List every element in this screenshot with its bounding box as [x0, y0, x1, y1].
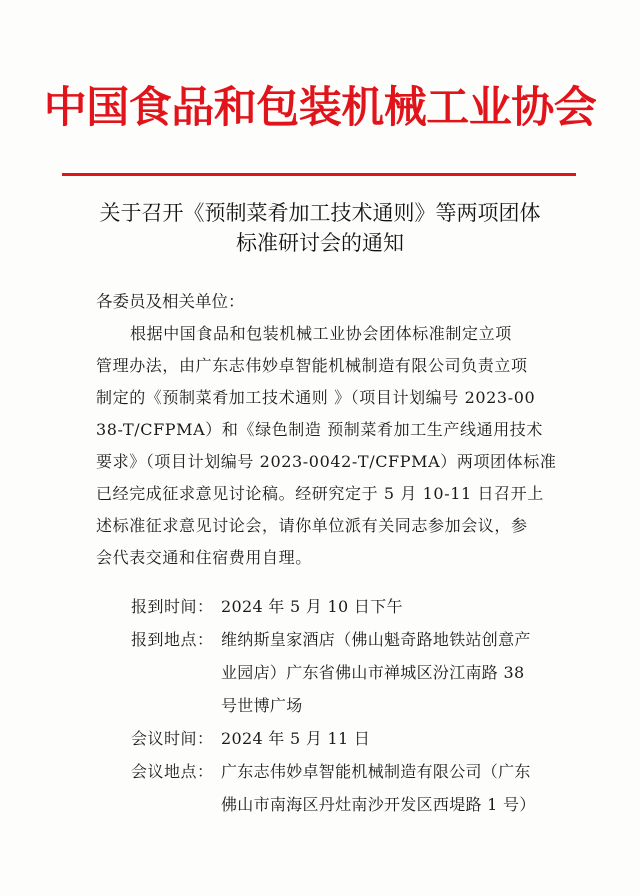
- body-line: 管理办法，由广东志伟妙卓智能机械制造有限公司负责立项: [96, 356, 528, 375]
- detail-value-line: 2024 年 5 月 11 日: [221, 729, 371, 748]
- detail-value-line: 业园店）广东省佛山市禅城区汾江南路 38: [221, 663, 525, 682]
- notice-title-line: 标准研讨会的通知: [236, 231, 404, 255]
- detail-row-meeting-location: [131, 755, 591, 821]
- notice-title-line: 关于召开《预制菜肴加工技术通则》等两项团体: [99, 201, 541, 225]
- detail-value: [221, 722, 601, 755]
- detail-row-checkin-location: [131, 623, 591, 722]
- detail-label: 报到时间：: [131, 597, 214, 616]
- detail-row-meeting-time: [131, 722, 591, 755]
- body-line: 要求》（项目计划编号 2023-0042-T/CFPMA）两项团体标准: [96, 452, 557, 471]
- body-line: 已经完成征求意见讨论稿。经研究定于 5 月 10-11 日召开上: [96, 484, 544, 503]
- detail-value: [221, 623, 601, 722]
- salutation: 各委员及相关单位：: [96, 292, 245, 311]
- meeting-details: [131, 590, 591, 821]
- detail-label: 报到地点：: [131, 630, 214, 649]
- detail-value-line: 广东志伟妙卓智能机械制造有限公司（广东: [221, 762, 531, 781]
- notice-title: [60, 198, 580, 258]
- notice-body: [96, 318, 576, 574]
- body-line: 制定的《预制菜肴加工技术通则 》（项目计划编号 2023-00: [96, 388, 536, 407]
- body-line: 述标准征求意见讨论会，请你单位派有关同志参加会议，参: [96, 516, 528, 535]
- body-line: 根据中国食品和包装机械工业协会团体标准制定立项: [130, 324, 512, 343]
- detail-row-checkin-time: [131, 590, 591, 623]
- body-line: 38-T/CFPMA）和《绿色制造 预制菜肴加工生产线通用技术: [96, 420, 543, 439]
- detail-value-line: 号世博广场: [221, 696, 303, 715]
- detail-value-line: 2024 年 5 月 10 日下午: [221, 597, 403, 616]
- detail-value-line: 佛山市南海区丹灶南沙开发区西堤路 1 号）: [221, 795, 536, 814]
- detail-value: [221, 755, 601, 821]
- letterhead-red-rule: [62, 173, 576, 176]
- detail-label: 会议地点：: [131, 762, 214, 781]
- letterhead-org-name: 中国食品和包装机械工业协会: [43, 83, 597, 133]
- detail-value: [221, 590, 601, 623]
- detail-value-line: 维纳斯皇家酒店（佛山魁奇路地铁站创意产: [221, 630, 531, 649]
- body-line: 会代表交通和住宿费用自理。: [96, 548, 312, 567]
- detail-label: 会议时间：: [131, 729, 214, 748]
